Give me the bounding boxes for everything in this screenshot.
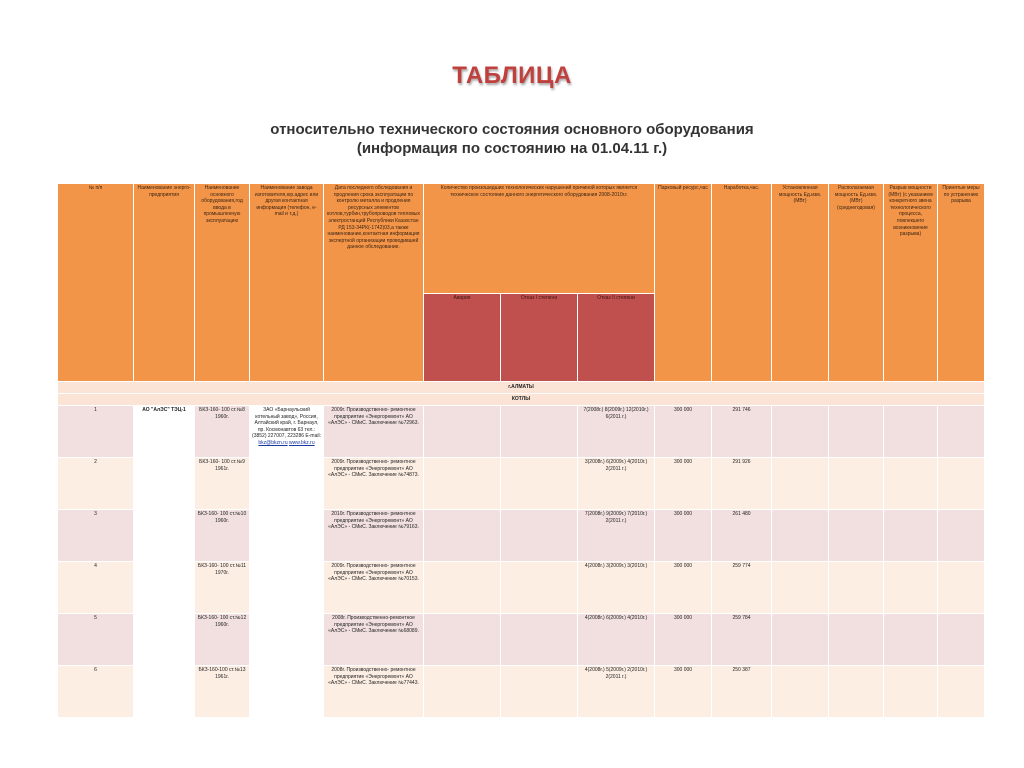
measures-cell <box>938 614 985 666</box>
inspection-cell: 2009г. Производственно- ремонтное предприятие «Энергоремонт» АО «АлЭС» - СМиС. Заключение №70153. <box>324 562 424 614</box>
capacity-gap-cell <box>884 458 938 510</box>
installed-capacity-cell <box>772 562 829 614</box>
inspection-cell: 2009г. Производственно- ремонтное предприятие «Энергоремонт» АО «АлЭС» - СМиС. Заключение №72963. <box>324 406 424 458</box>
header-capacity-gap: Разрыв мощности (МВт) (с указанием конкретного звена технологического процесса, повлекшего возникновение разрыва) <box>884 184 938 382</box>
park-resource-cell: 300 000 <box>655 406 712 458</box>
table-row <box>58 510 985 562</box>
park-resource-cell: 300 000 <box>655 510 712 562</box>
fail1-cell <box>501 562 578 614</box>
equipment-cell: БКЗ-160- 100 ст.№11 1970г. <box>195 562 250 614</box>
header-operating-time: Наработка,час. <box>712 184 772 382</box>
header-violations: Количество произошедших технологических нарушений причиной которых является техническое состояние данного энергетического оборудования 2008-2010г.г. <box>424 184 655 294</box>
capacity-gap-cell <box>884 562 938 614</box>
table-row <box>58 562 985 614</box>
fail2-cell: 4(2008г.) 3(2009г.) 3(2010г.) <box>578 562 655 614</box>
header-available-capacity: Располагаемая мощность Ед.изм.(МВт) (среднегодовая) <box>829 184 884 382</box>
accident-cell <box>424 666 501 718</box>
equipment-status-table <box>57 183 985 718</box>
row-num: 3 <box>58 510 134 562</box>
fail2-cell: 4(2008г.) 5(2009г.) 2(2010г.) 2(2011 г.) <box>578 666 655 718</box>
available-capacity-cell <box>829 510 884 562</box>
header-fail-2: Отказ II степени <box>578 294 655 382</box>
accident-cell <box>424 458 501 510</box>
operating-time-cell: 291 746 <box>712 406 772 458</box>
measures-cell <box>938 510 985 562</box>
inspection-cell: 2010г. Производственно- ремонтное предприятие «Энергоремонт» АО «АлЭС» - СМиС. Заключение №79163. <box>324 510 424 562</box>
section-city: г.АЛМАТЫ <box>58 382 985 394</box>
operating-time-cell: 259 784 <box>712 614 772 666</box>
accident-cell <box>424 406 501 458</box>
row-num: 2 <box>58 458 134 510</box>
section-row-city <box>58 382 985 394</box>
section-boilers: КОТЛЫ <box>58 394 985 406</box>
accident-cell <box>424 510 501 562</box>
header-accident: Авария <box>424 294 501 382</box>
capacity-gap-cell <box>884 406 938 458</box>
header-equipment: Наименование основного оборудования,год ввода в промышленную эксплуатацию <box>195 184 250 382</box>
header-park-resource: Парковый ресурс,час <box>655 184 712 382</box>
header-enterprise: Наименование энерго-предприятия <box>134 184 195 382</box>
table-row <box>58 458 985 510</box>
equipment-cell: БКЗ-160- 100 ст.№10 1960г. <box>195 510 250 562</box>
fail1-cell <box>501 614 578 666</box>
fail2-cell: 7(2008г.) 9(2009г.) 7(2010г.) 2(2011 г.) <box>578 510 655 562</box>
page-subtitle <box>0 120 1024 158</box>
enterprise-name: АО "АлЭС" ТЭЦ-1 <box>142 407 186 413</box>
park-resource-cell: 300 000 <box>655 614 712 666</box>
available-capacity-cell <box>829 666 884 718</box>
subtitle-line-1: относительно технического состояния основного оборудования <box>270 121 754 138</box>
header-num: № п/п <box>58 184 134 382</box>
available-capacity-cell <box>829 614 884 666</box>
fail2-cell: 3(2008г.) 6(2009г.) 4(2010г.) 2(2011 г.) <box>578 458 655 510</box>
available-capacity-cell <box>829 406 884 458</box>
header-installed-capacity: Установленная мощность Ед.изм.(МВт) <box>772 184 829 382</box>
equipment-cell: БКЗ-160- 100 ст.№12 1960г. <box>195 614 250 666</box>
equipment-cell: БКЗ-160- 100 ст.№8 1960г. <box>195 406 250 458</box>
table-row <box>58 614 985 666</box>
manufacturer-site-link[interactable]: www.bkz.ru <box>289 439 315 446</box>
park-resource-cell: 300 000 <box>655 458 712 510</box>
installed-capacity-cell <box>772 614 829 666</box>
fail2-cell: 4(2008г.) 6(2009г.) 4(2010г.) <box>578 614 655 666</box>
page-title: ТАБЛИЦА <box>452 62 572 89</box>
fail1-cell <box>501 510 578 562</box>
operating-time-cell: 261 480 <box>712 510 772 562</box>
measures-cell <box>938 562 985 614</box>
section-row-boilers <box>58 394 985 406</box>
equipment-cell: БКЗ-160-100 ст.№13 1961г. <box>195 666 250 718</box>
table-row <box>58 666 985 718</box>
fail1-cell <box>501 666 578 718</box>
manufacturer-text: ЗАО «Барнаульский котельный завод», Россия, Алтайский край, г. Барнаул, пр. Космонавтов 63 тел.: (3852) 227007, 223286 E-mail: <box>252 407 321 440</box>
accident-cell <box>424 614 501 666</box>
table-row <box>58 406 985 458</box>
row-num: 6 <box>58 666 134 718</box>
header-manufacturer: Наименование завода изготовителя,юр.адрес или другая контактная информация (телефон, e-mail и т.д.) <box>250 184 324 382</box>
equipment-cell: БКЗ-160- 100 ст.№9 1961г. <box>195 458 250 510</box>
row-num: 5 <box>58 614 134 666</box>
installed-capacity-cell <box>772 666 829 718</box>
capacity-gap-cell <box>884 614 938 666</box>
measures-cell <box>938 406 985 458</box>
capacity-gap-cell <box>884 666 938 718</box>
enterprise-cell <box>134 406 195 718</box>
inspection-cell: 2009г. Производственно- ремонтное предприятие «Энергоремонт» АО «АлЭС» - СМиС. Заключение №74873. <box>324 458 424 510</box>
inspection-cell: 2008г. Производственно- ремонтное предприятие «Энергоремонт» АО «АлЭС» - СМиС. Заключение №77443. <box>324 666 424 718</box>
accident-cell <box>424 562 501 614</box>
fail1-cell <box>501 458 578 510</box>
inspection-cell: 2008г. Производственно-ремонтное предприятие «Энергоремонт» АО «АлЭС» - СМиС. Заключение №68089. <box>324 614 424 666</box>
row-num: 1 <box>58 406 134 458</box>
row-num: 4 <box>58 562 134 614</box>
available-capacity-cell <box>829 562 884 614</box>
subtitle-line-2: (информация по состоянию на 01.04.11 г.) <box>356 140 668 157</box>
installed-capacity-cell <box>772 510 829 562</box>
header-measures: Принятые меры по устранению разрыва <box>938 184 985 382</box>
operating-time-cell: 259 774 <box>712 562 772 614</box>
fail2-cell: 7(2008г.) 8(2009г.) 12(2010г.) 6(2011 г.) <box>578 406 655 458</box>
park-resource-cell: 300 000 <box>655 562 712 614</box>
header-inspection: Дата последнего обследования и продления срока эксплуатации по контролю металла и продления ресурсных элементов котлов,турбин,трубопроводов тепловых электростанций Республики Казахстан РД 153-34РК(-1742)03,а также наименование,контактная информация экспертной организации проводившей данное обследование. <box>324 184 424 382</box>
measures-cell <box>938 458 985 510</box>
available-capacity-cell <box>829 458 884 510</box>
installed-capacity-cell <box>772 406 829 458</box>
operating-time-cell: 291 926 <box>712 458 772 510</box>
measures-cell <box>938 666 985 718</box>
manufacturer-cell <box>250 406 324 718</box>
header-fail-1: Отказ I степени <box>501 294 578 382</box>
manufacturer-email-link[interactable]: bkz@bkzn.ru <box>258 439 288 446</box>
installed-capacity-cell <box>772 458 829 510</box>
park-resource-cell: 300 000 <box>655 666 712 718</box>
operating-time-cell: 250 387 <box>712 666 772 718</box>
capacity-gap-cell <box>884 510 938 562</box>
fail1-cell <box>501 406 578 458</box>
table-header-row <box>58 184 985 294</box>
